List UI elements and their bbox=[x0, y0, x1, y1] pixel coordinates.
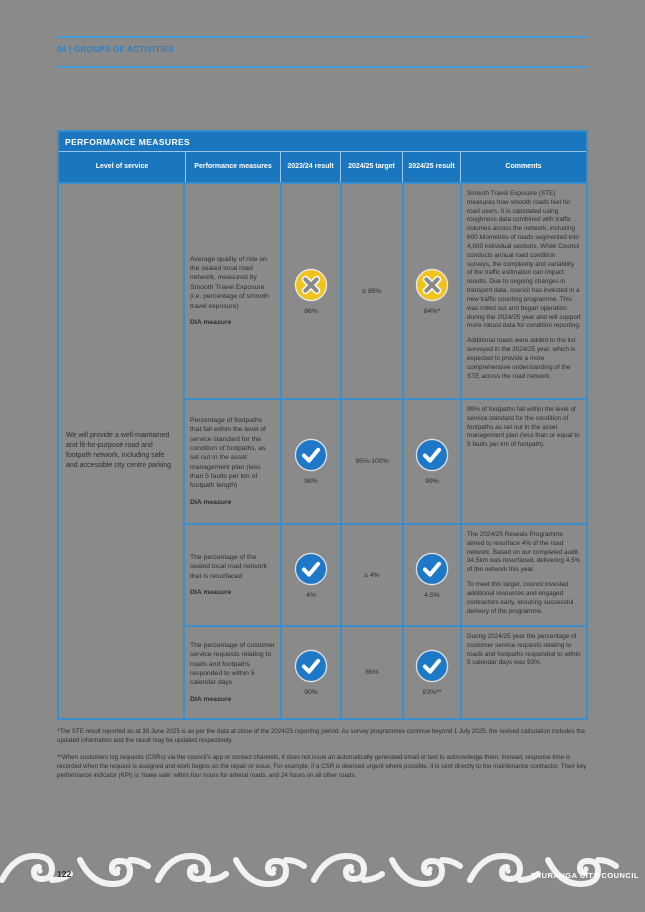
footnotes bbox=[57, 727, 588, 787]
check-icon bbox=[415, 438, 449, 472]
comment-paragraph: The 2024/25 Reseals Programme aimed to resurface 4% of the road network. Based on our completed audit, 34.5km was resurfaced, delivering 4.5% of the network this year. bbox=[467, 531, 581, 574]
result-value: 4% bbox=[306, 591, 316, 599]
result-2023-24-cell bbox=[280, 525, 340, 625]
target-2024-25-cell: ≥ 4% bbox=[340, 525, 402, 625]
result-2023-24-cell bbox=[280, 184, 340, 398]
result-value: 86% bbox=[304, 307, 318, 315]
performance-measures-table bbox=[57, 130, 588, 720]
result-2024-25-cell bbox=[402, 184, 460, 398]
dia-measure-label: DIA measure bbox=[190, 588, 232, 596]
result-2023-24-cell bbox=[280, 627, 340, 718]
result-value: 90% bbox=[304, 689, 318, 696]
dia-measure-label: DIA measure bbox=[190, 318, 232, 326]
section-heading: 04 | GROUPS OF ACTIVITIES bbox=[57, 45, 175, 54]
measure-text: Percentage of footpaths that fall within the level of service standard for the condition of footpaths, as set out in the asset management plan (less than 5 faults per km of footpath length) bbox=[190, 416, 266, 490]
column-header-level-of-service: Level of service bbox=[95, 163, 149, 171]
check-icon bbox=[415, 552, 449, 586]
target-2024-25-cell: 95%-100% bbox=[340, 400, 402, 523]
comment-cell bbox=[460, 184, 586, 398]
measure-cell bbox=[185, 627, 280, 718]
footnote-ste: *The STE result reported as at 30 June 2025 is as per the data at close of the 2024/25 reporting period. As survey programmes continue beyond 1 July 2025, the revised calculation includes the updated information and the result may be updated respectively. bbox=[57, 728, 585, 745]
result-2024-25-cell bbox=[402, 400, 460, 523]
comment-cell bbox=[460, 525, 586, 625]
comment-paragraph: 99% of footpaths fall within the level of service standard for the condition of footpaths as set out in the asset management plan (less than or equal to 5 faults per km of footpath). bbox=[467, 406, 580, 449]
measure-text: The percentage of the sealed local road network that is resurfaced bbox=[190, 553, 268, 580]
dia-measure-label: DIA measure bbox=[190, 695, 232, 703]
check-icon bbox=[294, 438, 328, 472]
section-heading-rule bbox=[57, 66, 588, 68]
x-icon bbox=[415, 268, 449, 302]
table-row bbox=[185, 625, 586, 718]
kowhaiwhai-pattern bbox=[0, 846, 645, 894]
comment-paragraph: During 2024/25 year the percentage of customer service requests relating to roads and footpaths responded to within 5 calendar days was 93%. bbox=[467, 633, 581, 667]
table-row bbox=[185, 523, 586, 625]
measure-cell bbox=[185, 184, 280, 398]
result-value: 4.5% bbox=[424, 591, 440, 599]
result-value: 84%* bbox=[423, 307, 441, 315]
column-header-performance-measures: Performance measures bbox=[185, 152, 280, 182]
comment-paragraph: Smooth Travel Exposure (STE) measures how smooth roads feel for road users. It is calculated using roughness data combined with traffic volumes across the network, including 600 kilometres of roads segmented into 4,800 individual sections. While Council conducts annual road condition surveys, the complexity and variability of the traffic estimation can impact results. Due to ongoing changes in transport data, council has invested in a new traffic counting programme. This was rolled out and began operation during the 2024/25 year and will support more robust data for condition reporting. bbox=[467, 190, 581, 330]
x-icon bbox=[294, 268, 328, 302]
level-of-service-cell bbox=[59, 184, 185, 718]
footnote-csr: **When customers log requests (CSRs) via the council's app or contact channels, it does not issue an automatically generated email or text to acknowledge them. Instead, response time is recorded when the request is assigned and work begins on the repair or issue. For example, if a CSR is deemed urgent where possible, it is sent directly to the maintenance contractor. Their key performance indicator (KPI) is 'make safe' within four hours for arterial roads, and 24 hours on all other roads. bbox=[57, 753, 587, 780]
column-header-2024-25-result: 2024/25 result bbox=[402, 152, 460, 182]
result-2024-25-cell bbox=[402, 525, 460, 625]
page-number: 122 bbox=[57, 869, 72, 879]
measure-text: Average quality of ride on the sealed local road network, measured by Smooth Travel Exposure (i.e. percentage of smooth travel exposure) bbox=[190, 255, 269, 310]
measure-cell bbox=[185, 400, 280, 523]
table-row bbox=[185, 184, 586, 398]
measure-text: The percentage of customer service requests relating to roads and footpaths responded to within 5 calendar days bbox=[190, 641, 276, 687]
result-2024-25-cell bbox=[402, 627, 460, 718]
comment-paragraph: To meet this target, council invested additional resources and engaged contractors early, ensuring successful delivery of the programme. bbox=[467, 581, 574, 615]
comment-paragraph: Additional roads were added to the list surveyed in the 2024/25 year, which is expected to provide a more comprehensive understanding of the STE across the road network. bbox=[467, 337, 576, 380]
check-icon bbox=[415, 649, 449, 683]
result-value: 93%** bbox=[422, 689, 442, 696]
measure-cell bbox=[185, 525, 280, 625]
target-2024-25-cell: ≥ 85% bbox=[340, 184, 402, 398]
level-of-service-text: We will provide a well-maintained and fit-for-purpose road and footpath network, including safe and accessible city centre parking bbox=[66, 432, 172, 469]
result-2023-24-cell bbox=[280, 400, 340, 523]
result-value: 98% bbox=[304, 478, 318, 485]
top-rule bbox=[57, 36, 588, 38]
comment-cell bbox=[460, 400, 586, 523]
result-value: 99% bbox=[425, 478, 439, 485]
target-2024-25-cell: 85% bbox=[340, 627, 402, 718]
column-header-comments: Comments bbox=[460, 152, 586, 182]
check-icon bbox=[294, 552, 328, 586]
table-row bbox=[185, 398, 586, 523]
dia-measure-label: DIA measure bbox=[190, 498, 232, 506]
table-title: PERFORMANCE MEASURES bbox=[59, 132, 586, 152]
table-header-row bbox=[59, 152, 586, 182]
footer-brand: TAURANGA CITY COUNCIL bbox=[531, 871, 639, 880]
column-header-2024-25-target: 2024/25 target bbox=[340, 152, 402, 182]
column-header-2023-24-result: 2023/24 result bbox=[280, 152, 340, 182]
check-icon bbox=[294, 649, 328, 683]
comment-cell bbox=[460, 627, 586, 718]
